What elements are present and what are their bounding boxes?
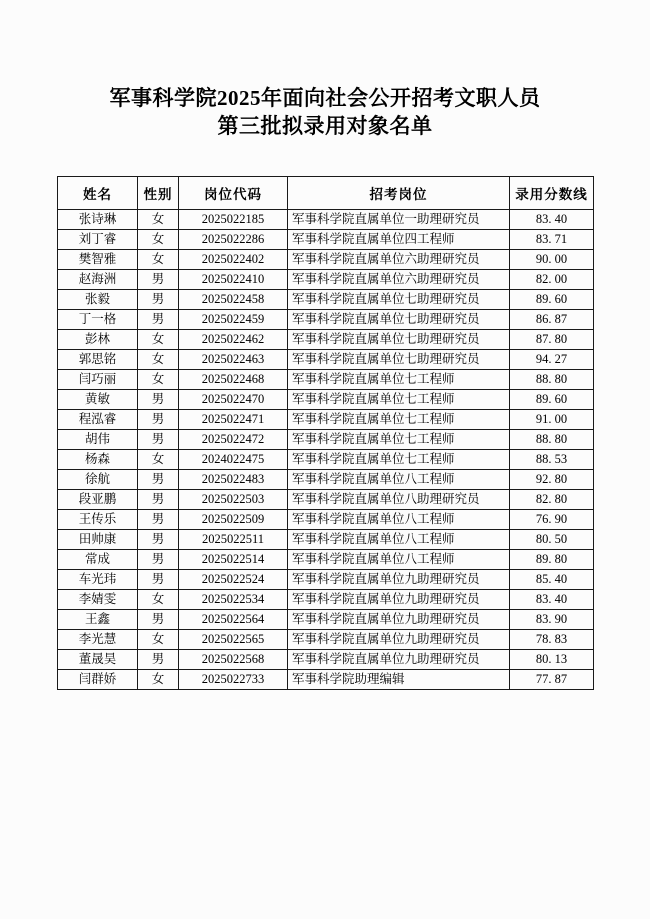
table-row — [58, 330, 594, 350]
position-cell: 军事科学院直属单位七工程师 — [288, 430, 510, 450]
table-row — [58, 510, 594, 530]
gender-cell: 男 — [138, 490, 179, 510]
table-row — [58, 370, 594, 390]
score-cell: 88. 80 — [510, 370, 594, 390]
name-cell: 董晟昊 — [58, 650, 138, 670]
code-cell: 2025022185 — [179, 210, 288, 230]
gender-cell: 男 — [138, 290, 179, 310]
table-row — [58, 530, 594, 550]
position-cell: 军事科学院直属单位六助理研究员 — [288, 250, 510, 270]
table-row — [58, 670, 594, 690]
code-cell: 2025022509 — [179, 510, 288, 530]
position-cell: 军事科学院直属单位九助理研究员 — [288, 610, 510, 630]
code-cell: 2025022410 — [179, 270, 288, 290]
name-cell: 张毅 — [58, 290, 138, 310]
score-cell: 82. 80 — [510, 490, 594, 510]
code-cell: 2025022534 — [179, 590, 288, 610]
position-cell: 军事科学院直属单位九助理研究员 — [288, 650, 510, 670]
position-cell: 军事科学院直属单位九助理研究员 — [288, 570, 510, 590]
score-cell: 83. 40 — [510, 210, 594, 230]
position-cell: 军事科学院直属单位八助理研究员 — [288, 490, 510, 510]
name-cell: 樊智雅 — [58, 250, 138, 270]
table-row — [58, 350, 594, 370]
table-row — [58, 630, 594, 650]
table-row — [58, 250, 594, 270]
score-cell: 85. 40 — [510, 570, 594, 590]
table-row — [58, 410, 594, 430]
score-cell: 89. 60 — [510, 390, 594, 410]
name-cell: 闫群娇 — [58, 670, 138, 690]
column-header: 性别 — [138, 177, 179, 210]
score-cell: 89. 60 — [510, 290, 594, 310]
code-cell: 2025022459 — [179, 310, 288, 330]
gender-cell: 男 — [138, 310, 179, 330]
name-cell: 赵海洲 — [58, 270, 138, 290]
score-cell: 76. 90 — [510, 510, 594, 530]
position-cell: 军事科学院直属单位七工程师 — [288, 410, 510, 430]
gender-cell: 男 — [138, 510, 179, 530]
code-cell: 2025022511 — [179, 530, 288, 550]
code-cell: 2025022470 — [179, 390, 288, 410]
score-cell: 91. 00 — [510, 410, 594, 430]
code-cell: 2025022564 — [179, 610, 288, 630]
score-cell: 80. 13 — [510, 650, 594, 670]
column-header: 招考岗位 — [288, 177, 510, 210]
gender-cell: 女 — [138, 350, 179, 370]
gender-cell: 男 — [138, 570, 179, 590]
position-cell: 军事科学院直属单位七助理研究员 — [288, 290, 510, 310]
gender-cell: 男 — [138, 270, 179, 290]
name-cell: 程泓睿 — [58, 410, 138, 430]
code-cell: 2025022463 — [179, 350, 288, 370]
table-row — [58, 430, 594, 450]
position-cell: 军事科学院直属单位八工程师 — [288, 530, 510, 550]
name-cell: 黄敏 — [58, 390, 138, 410]
name-cell: 王传乐 — [58, 510, 138, 530]
table-row — [58, 550, 594, 570]
name-cell: 田帅康 — [58, 530, 138, 550]
name-cell: 胡伟 — [58, 430, 138, 450]
name-cell: 刘丁睿 — [58, 230, 138, 250]
score-cell: 77. 87 — [510, 670, 594, 690]
code-cell: 2025022568 — [179, 650, 288, 670]
name-cell: 李婧雯 — [58, 590, 138, 610]
gender-cell: 男 — [138, 530, 179, 550]
score-cell: 94. 27 — [510, 350, 594, 370]
score-cell: 83. 90 — [510, 610, 594, 630]
table-row — [58, 390, 594, 410]
column-header: 姓名 — [58, 177, 138, 210]
position-cell: 军事科学院直属单位九助理研究员 — [288, 630, 510, 650]
code-cell: 2025022565 — [179, 630, 288, 650]
name-cell: 车光玮 — [58, 570, 138, 590]
score-cell: 87. 80 — [510, 330, 594, 350]
score-cell: 86. 87 — [510, 310, 594, 330]
table-body — [58, 210, 594, 690]
table-row — [58, 210, 594, 230]
position-cell: 军事科学院直属单位六助理研究员 — [288, 270, 510, 290]
score-cell: 83. 40 — [510, 590, 594, 610]
name-cell: 李光慧 — [58, 630, 138, 650]
gender-cell: 女 — [138, 450, 179, 470]
table-row — [58, 570, 594, 590]
table-row — [58, 230, 594, 250]
column-header: 岗位代码 — [179, 177, 288, 210]
score-cell: 78. 83 — [510, 630, 594, 650]
code-cell: 2025022458 — [179, 290, 288, 310]
code-cell: 2025022286 — [179, 230, 288, 250]
score-cell: 80. 50 — [510, 530, 594, 550]
table-row — [58, 450, 594, 470]
score-cell: 88. 80 — [510, 430, 594, 450]
name-cell: 郭思铭 — [58, 350, 138, 370]
name-cell: 闫巧丽 — [58, 370, 138, 390]
gender-cell: 女 — [138, 590, 179, 610]
code-cell: 2025022468 — [179, 370, 288, 390]
name-cell: 段亚鹏 — [58, 490, 138, 510]
position-cell: 军事科学院直属单位七工程师 — [288, 450, 510, 470]
score-cell: 88. 53 — [510, 450, 594, 470]
table-row — [58, 650, 594, 670]
position-cell: 军事科学院直属单位七工程师 — [288, 390, 510, 410]
gender-cell: 男 — [138, 390, 179, 410]
code-cell: 2025022503 — [179, 490, 288, 510]
score-cell: 92. 80 — [510, 470, 594, 490]
table-row — [58, 490, 594, 510]
name-cell: 彭林 — [58, 330, 138, 350]
score-cell: 82. 00 — [510, 270, 594, 290]
gender-cell: 女 — [138, 370, 179, 390]
position-cell: 军事科学院直属单位八工程师 — [288, 510, 510, 530]
name-cell: 张诗琳 — [58, 210, 138, 230]
code-cell: 2025022472 — [179, 430, 288, 450]
code-cell: 2025022483 — [179, 470, 288, 490]
position-cell: 军事科学院直属单位七助理研究员 — [288, 330, 510, 350]
position-cell: 军事科学院直属单位九助理研究员 — [288, 590, 510, 610]
code-cell: 2025022471 — [179, 410, 288, 430]
table-row — [58, 470, 594, 490]
column-header: 录用分数线 — [510, 177, 594, 210]
page-title-line1: 军事科学院2025年面向社会公开招考文职人员 — [109, 86, 541, 110]
gender-cell: 女 — [138, 670, 179, 690]
gender-cell: 女 — [138, 210, 179, 230]
table-header-row — [58, 177, 594, 210]
code-cell: 2025022733 — [179, 670, 288, 690]
gender-cell: 男 — [138, 610, 179, 630]
gender-cell: 男 — [138, 650, 179, 670]
position-cell: 军事科学院助理编辑 — [288, 670, 510, 690]
code-cell: 2025022524 — [179, 570, 288, 590]
code-cell: 2024022475 — [179, 450, 288, 470]
name-cell: 丁一格 — [58, 310, 138, 330]
position-cell: 军事科学院直属单位八工程师 — [288, 470, 510, 490]
code-cell: 2025022462 — [179, 330, 288, 350]
code-cell: 2025022402 — [179, 250, 288, 270]
table-row — [58, 270, 594, 290]
table-row — [58, 590, 594, 610]
position-cell: 军事科学院直属单位四工程师 — [288, 230, 510, 250]
position-cell: 军事科学院直属单位八工程师 — [288, 550, 510, 570]
table-row — [58, 610, 594, 630]
gender-cell: 女 — [138, 630, 179, 650]
gender-cell: 女 — [138, 330, 179, 350]
position-cell: 军事科学院直属单位七助理研究员 — [288, 350, 510, 370]
name-cell: 徐航 — [58, 470, 138, 490]
gender-cell: 男 — [138, 550, 179, 570]
table-row — [58, 290, 594, 310]
page-title-line2: 第三批拟录用对象名单 — [217, 114, 433, 138]
position-cell: 军事科学院直属单位七工程师 — [288, 370, 510, 390]
page-title — [0, 0, 650, 140]
name-cell: 常成 — [58, 550, 138, 570]
score-cell: 90. 00 — [510, 250, 594, 270]
gender-cell: 男 — [138, 470, 179, 490]
gender-cell: 女 — [138, 250, 179, 270]
table-row — [58, 310, 594, 330]
position-cell: 军事科学院直属单位七助理研究员 — [288, 310, 510, 330]
recruitment-roster-table — [57, 176, 594, 690]
code-cell: 2025022514 — [179, 550, 288, 570]
name-cell: 杨森 — [58, 450, 138, 470]
gender-cell: 男 — [138, 410, 179, 430]
gender-cell: 女 — [138, 230, 179, 250]
position-cell: 军事科学院直属单位一助理研究员 — [288, 210, 510, 230]
score-cell: 89. 80 — [510, 550, 594, 570]
name-cell: 王鑫 — [58, 610, 138, 630]
score-cell: 83. 71 — [510, 230, 594, 250]
gender-cell: 男 — [138, 430, 179, 450]
